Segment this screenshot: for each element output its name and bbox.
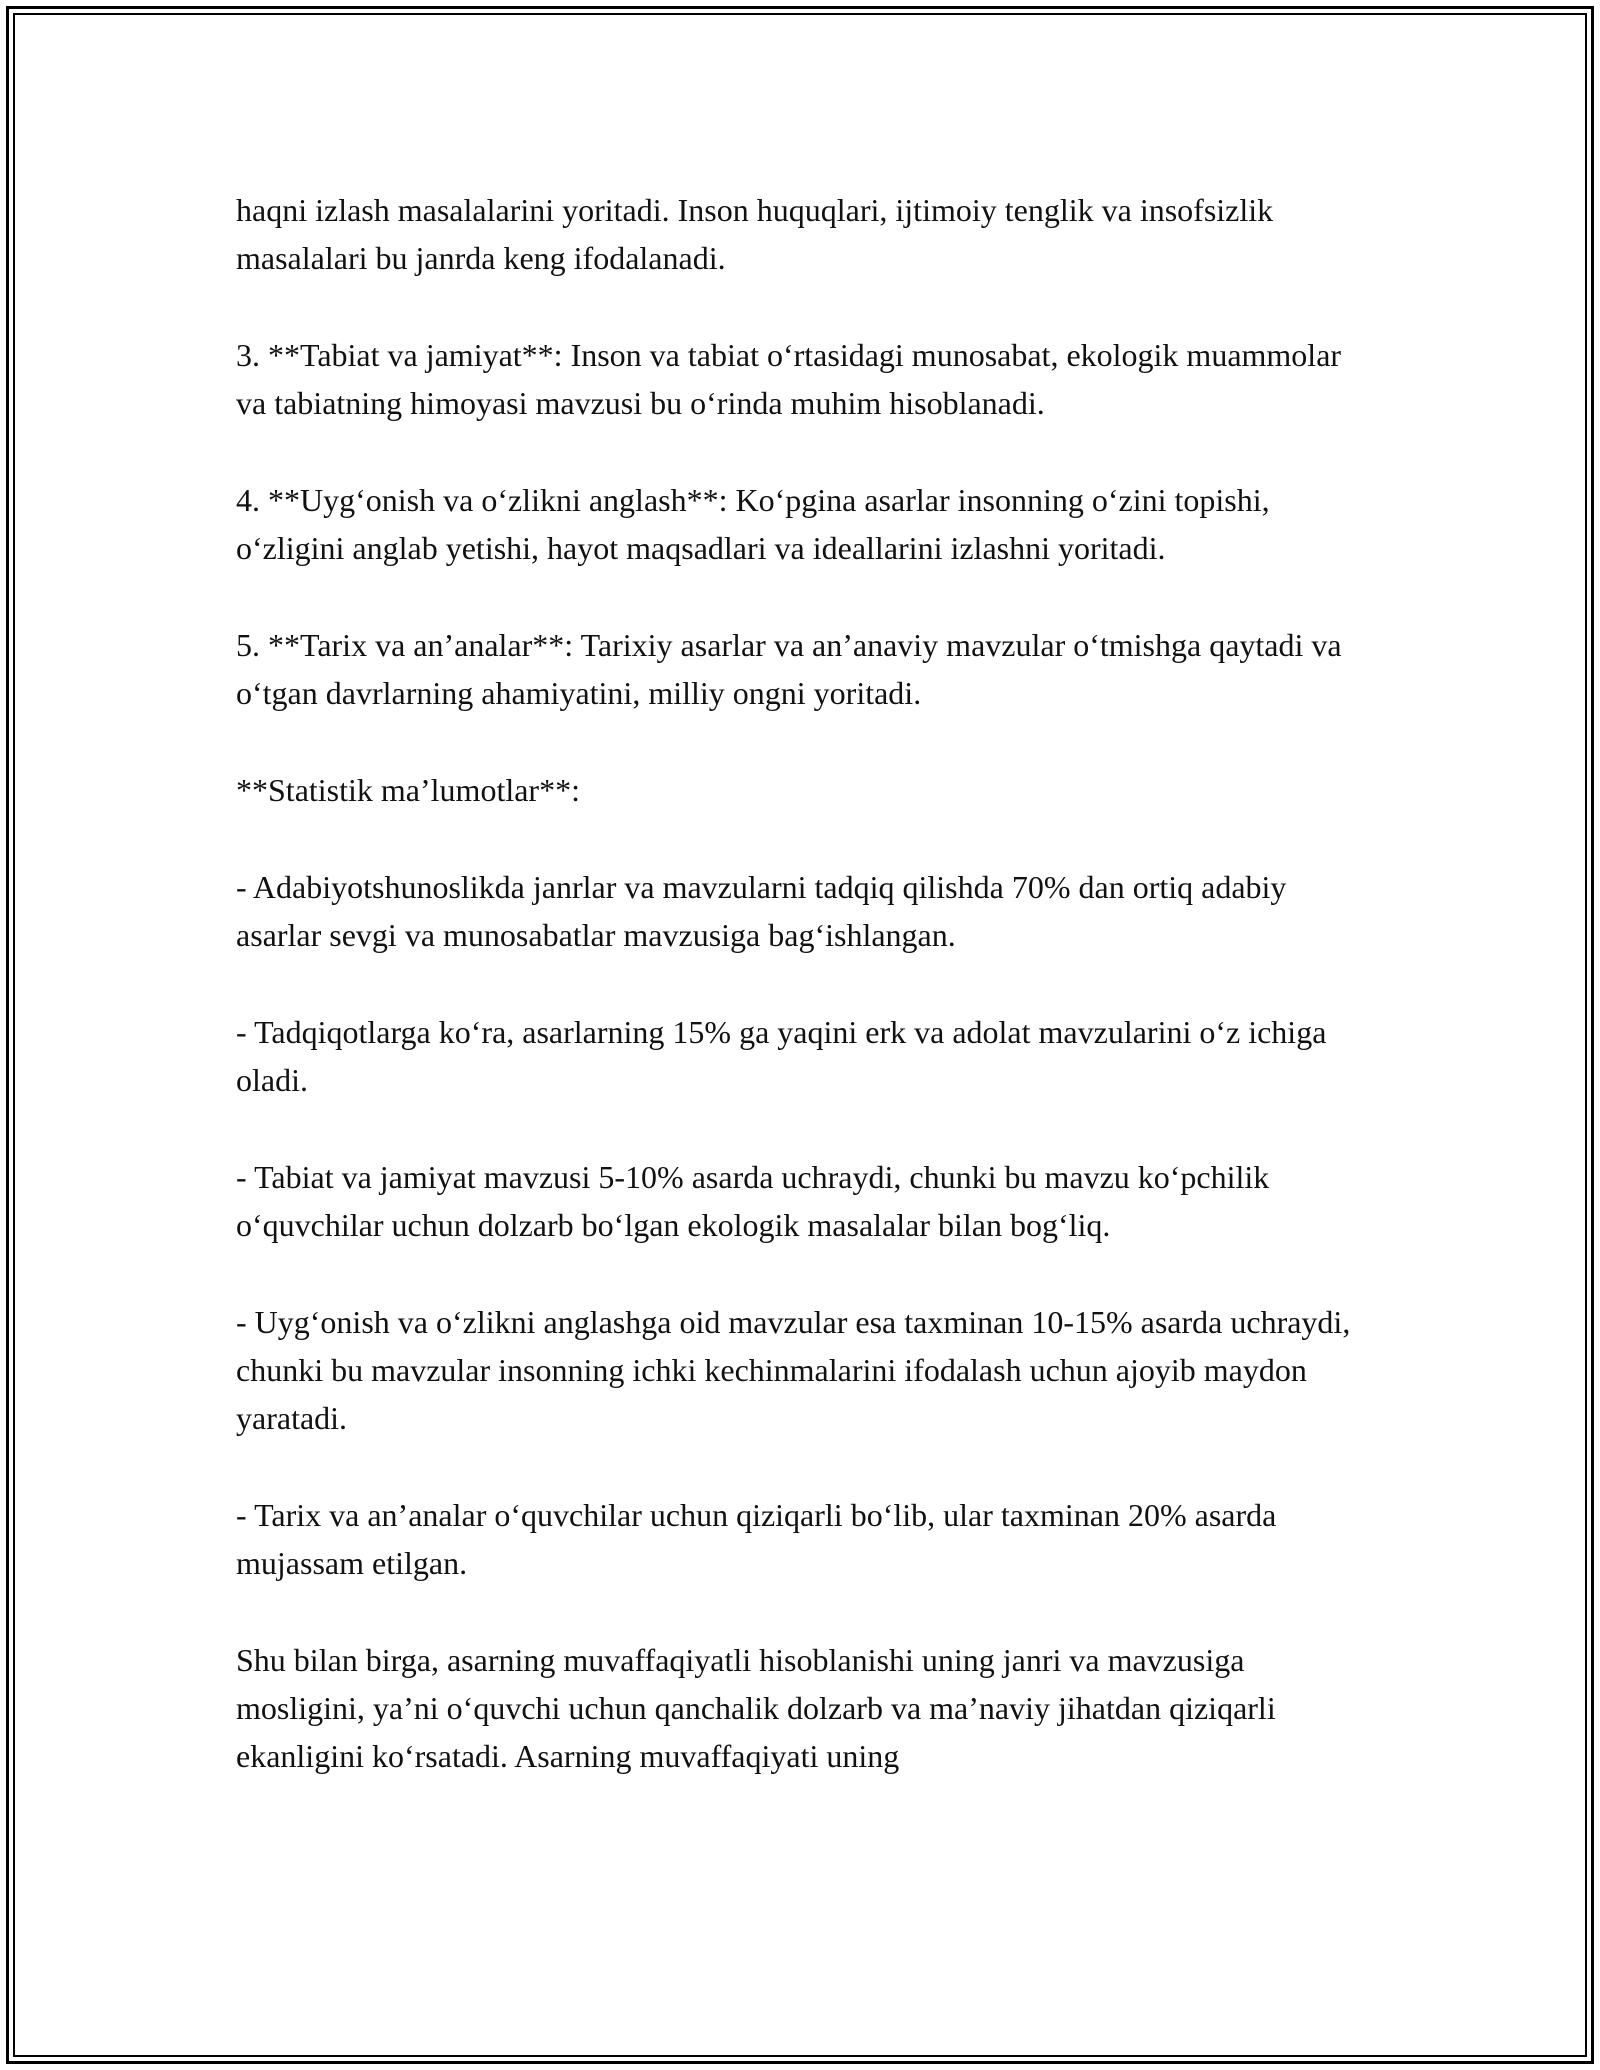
paragraph-item-5: 5. **Tarix va an’analar**: Tarixiy asarlar va an’anaviy mavzular o‘tmishga qaytadi va o‘tgan davrlarning ahamiyatini, milliy ongni yoritadi. [236,627,1342,711]
statistics-bullet-2: - Tadqiqotlarga ko‘ra, asarlarning 15% ga yaqini erk va adolat mavzularini o‘z ichiga oladi. [236,1014,1327,1098]
document-body [236,186,1376,1780]
statistics-bullet-3: - Tabiat va jamiyat mavzusi 5-10% asarda uchraydi, chunki bu mavzu ko‘pchilik o‘quvchilar uchun dolzarb bo‘lgan ekologik masalalar bilan bog‘liq. [236,1159,1270,1243]
paragraph-intro-continuation: haqni izlash masalalarini yoritadi. Inson huquqlari, ijtimoiy tenglik va insofsizlik masalalari bu janrda keng ifodalanadi. [236,192,1274,276]
paragraph-conclusion: Shu bilan birga, asarning muvaffaqiyatli hisoblanishi uning janri va mavzusiga mosligini, ya’ni o‘quvchi uchun qanchalik dolzarb va ma’naviy jihatdan qiziqarli ekanligini ko‘rsatadi. Asarning muvaffaqiyati uning [236,1642,1276,1774]
statistics-bullet-1: - Adabiyotshunoslikda janrlar va mavzularni tadqiq qilishda 70% dan ortiq adabiy asarlar sevgi va munosabatlar mavzusiga bag‘ishlangan. [236,869,1287,953]
paragraph-item-4: 4. **Uyg‘onish va o‘zlikni anglash**: Ko‘pgina asarlar insonning o‘zini topishi, o‘zligini anglab yetishi, hayot maqsadlari va ideallarini izlashni yoritadi. [236,482,1270,566]
section-heading-statistics: **Statistik ma’lumotlar**: [236,772,580,808]
statistics-bullet-5: - Tarix va an’analar o‘quvchilar uchun qiziqarli bo‘lib, ular taxminan 20% asarda mujassam etilgan. [236,1497,1277,1581]
statistics-bullet-4: - Uyg‘onish va o‘zlikni anglashga oid mavzular esa taxminan 10-15% asarda uchraydi, chunki bu mavzular insonning ichki kechinmalarini ifodalash uchun ajoyib maydon yaratadi. [236,1304,1351,1436]
paragraph-item-3: 3. **Tabiat va jamiyat**: Inson va tabiat o‘rtasidagi munosabat, ekologik muammolar va tabiatning himoyasi mavzusi bu o‘rinda muhim hisoblanadi. [236,337,1342,421]
